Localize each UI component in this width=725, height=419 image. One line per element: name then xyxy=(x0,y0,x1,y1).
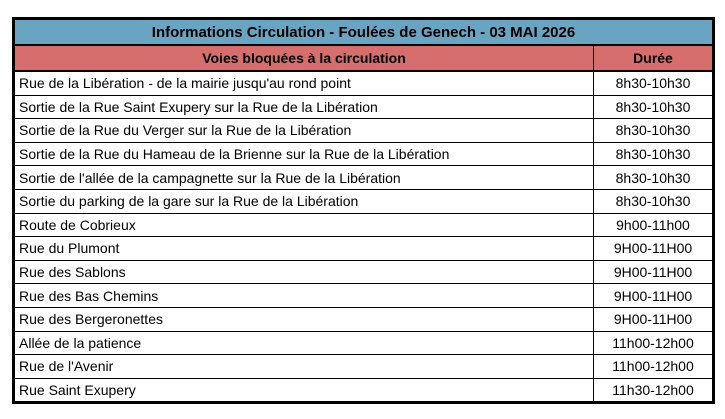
duree-cell: 9H00-11H00 xyxy=(594,284,714,308)
table-body xyxy=(14,71,714,403)
table-title: Informations Circulation - Foulées de Genech - 03 MAI 2026 xyxy=(14,19,714,46)
duree-cell: 8h30-10h30 xyxy=(594,189,714,213)
table-row xyxy=(14,284,714,308)
voie-cell: Rue des Bas Chemins xyxy=(14,284,594,308)
duree-cell: 8h30-10h30 xyxy=(594,166,714,190)
voie-cell: Allée de la patience xyxy=(14,331,594,355)
voie-cell: Rue des Bergeronettes xyxy=(14,307,594,331)
table-title-row xyxy=(14,19,714,46)
voie-cell: Sortie de la Rue Saint Exupery sur la Rue de la Libération xyxy=(14,95,594,119)
duree-cell: 8h30-10h30 xyxy=(594,119,714,143)
voie-cell: Rue de l'Avenir xyxy=(14,355,594,379)
column-header-voies: Voies bloquées à la circulation xyxy=(14,45,594,71)
table-row xyxy=(14,355,714,379)
table-row xyxy=(14,213,714,237)
voie-cell: Sortie du parking de la gare sur la Rue de la Libération xyxy=(14,189,594,213)
duree-cell: 9H00-11H00 xyxy=(594,260,714,284)
duree-cell: 11h00-12h00 xyxy=(594,331,714,355)
duree-cell: 11h00-12h00 xyxy=(594,355,714,379)
duree-cell: 8h30-10h30 xyxy=(594,142,714,166)
table-row xyxy=(14,95,714,119)
circulation-table xyxy=(12,17,715,404)
voie-cell: Rue de la Libération - de la mairie jusqu'au rond point xyxy=(14,71,594,95)
voie-cell: Rue du Plumont xyxy=(14,237,594,261)
duree-cell: 8h30-10h30 xyxy=(594,71,714,95)
duree-cell: 9H00-11H00 xyxy=(594,307,714,331)
table-row xyxy=(14,119,714,143)
voie-cell: Sortie de la Rue du Verger sur la Rue de la Libération xyxy=(14,119,594,143)
column-header-duree: Durée xyxy=(594,45,714,71)
table-row xyxy=(14,260,714,284)
table-row xyxy=(14,189,714,213)
table-row xyxy=(14,142,714,166)
table-row xyxy=(14,71,714,95)
duree-cell: 11h30-12h00 xyxy=(594,378,714,403)
table-row xyxy=(14,166,714,190)
duree-cell: 9H00-11H00 xyxy=(594,237,714,261)
voie-cell: Sortie de l'allée de la campagnette sur la Rue de la Libération xyxy=(14,166,594,190)
voie-cell: Sortie de la Rue du Hameau de la Brienne sur la Rue de la Libération xyxy=(14,142,594,166)
duree-cell: 9h00-11h00 xyxy=(594,213,714,237)
voie-cell: Rue Saint Exupery xyxy=(14,378,594,403)
voie-cell: Route de Cobrieux xyxy=(14,213,594,237)
table-row xyxy=(14,237,714,261)
duree-cell: 8h30-10h30 xyxy=(594,95,714,119)
table-row xyxy=(14,307,714,331)
voie-cell: Rue des Sablons xyxy=(14,260,594,284)
table-row xyxy=(14,331,714,355)
table-header-row xyxy=(14,45,714,71)
circulation-sheet xyxy=(12,17,715,404)
table-row xyxy=(14,378,714,403)
